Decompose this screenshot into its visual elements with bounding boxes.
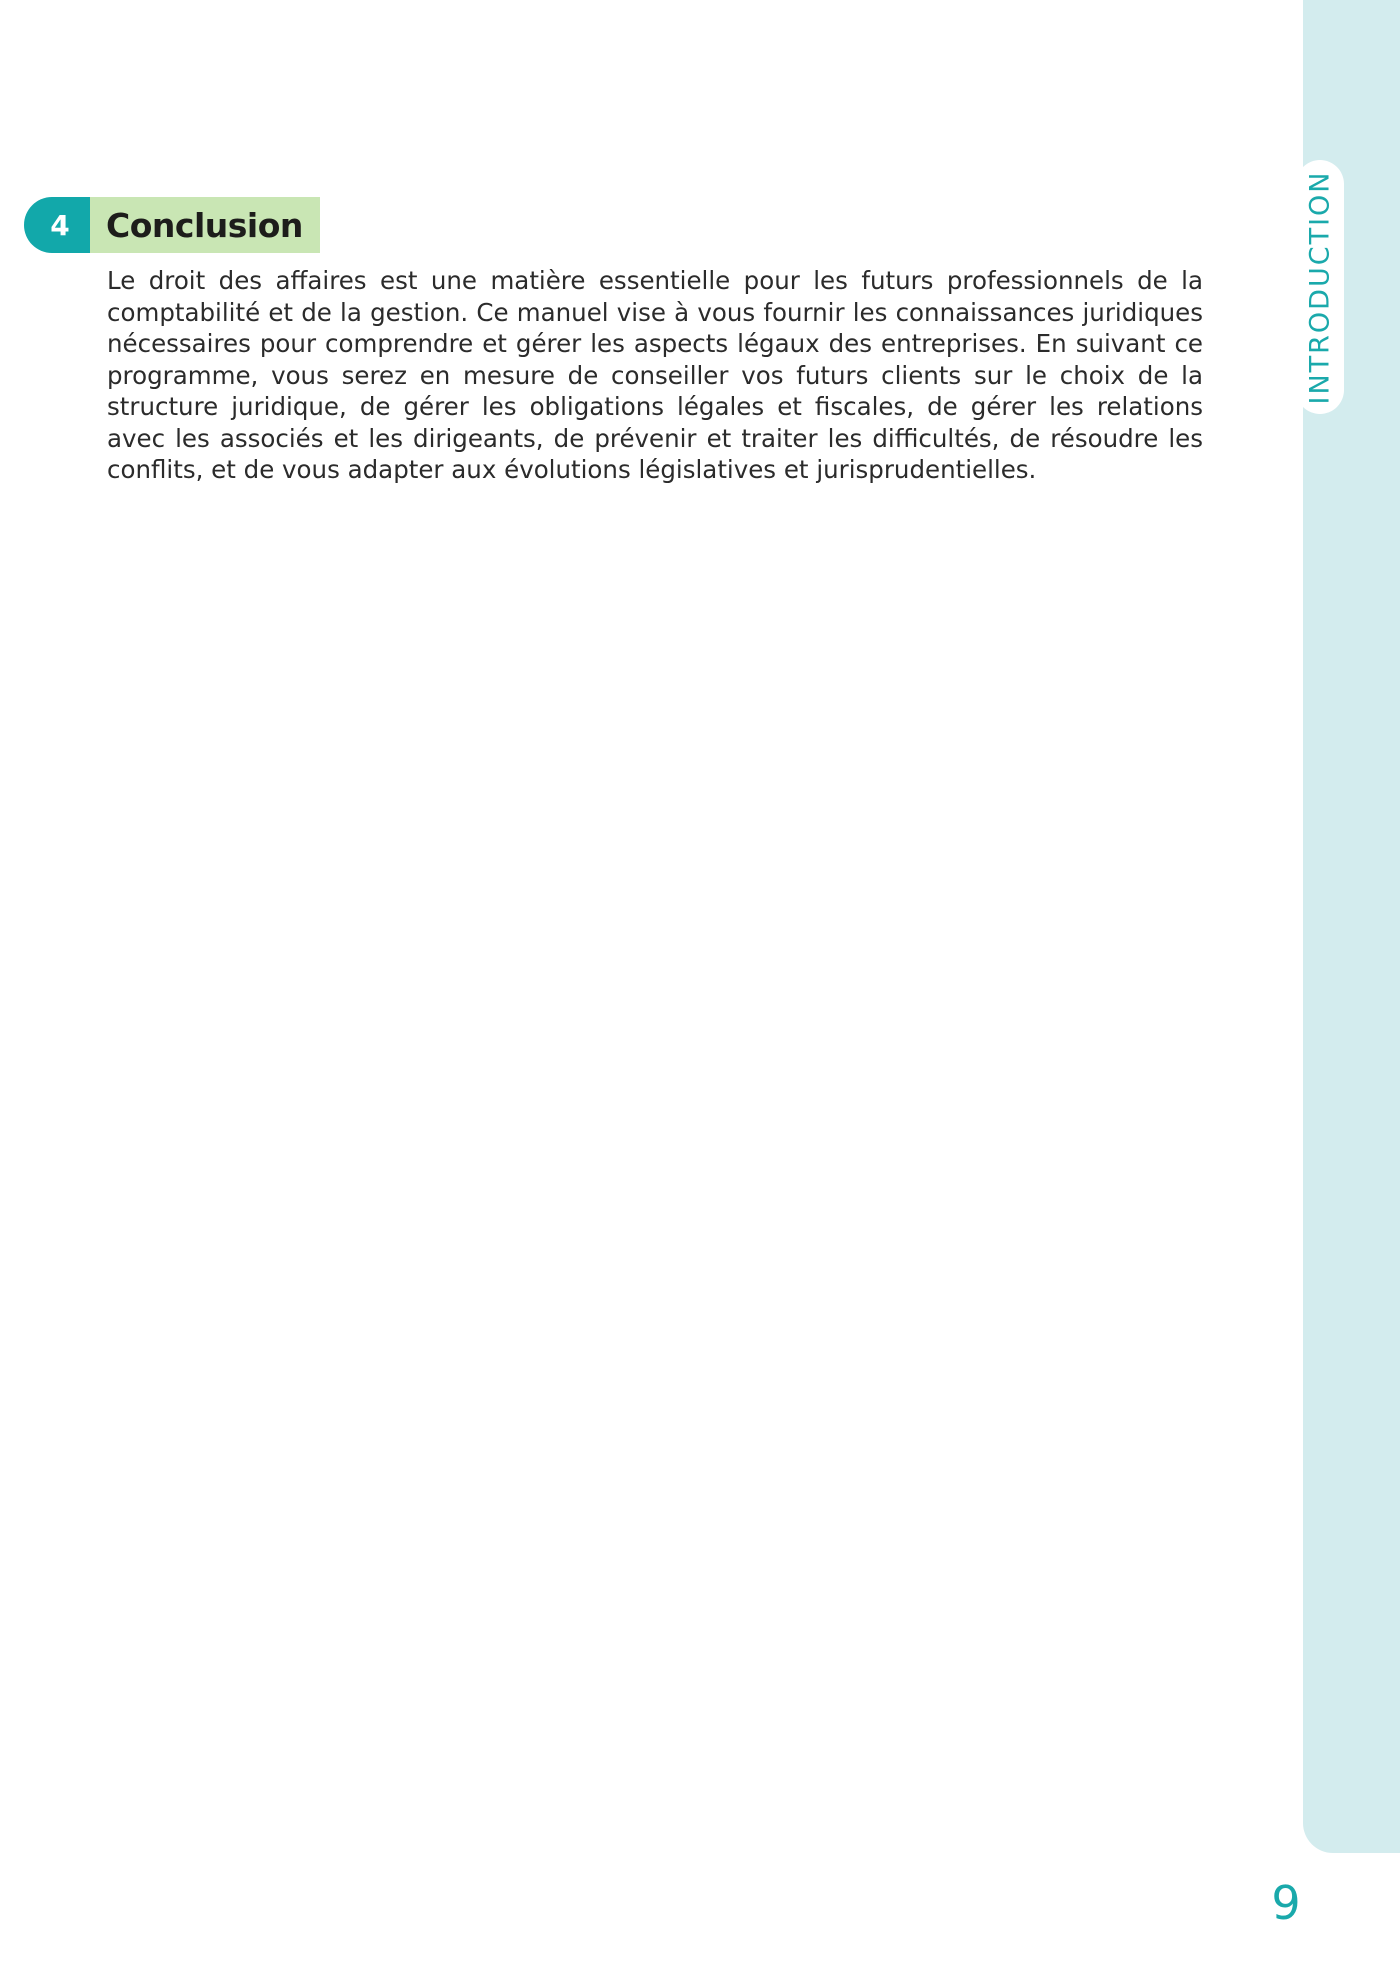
section-number-badge: 4 <box>24 197 90 253</box>
section-paragraph: Le droit des affaires est une matière essentielle pour les futurs professionnels de la comptabilité et de la gestion. Ce manuel vise à vous fournir les connaissances juridiques nécessaires pour comprendre et gérer les aspects légaux des entreprises. En suivant ce programme, vous serez en mesure de conseiller vos futurs clients sur le choix de la structure juridique, de gérer les obligations légales et fiscales, de gérer les relations avec les associés et les dirigeants, de prévenir et traiter les difficultés, de résoudre les conflits, et de vous adapter aux évolutions législatives et jurisprudentielles. <box>107 266 1203 484</box>
section-heading <box>24 197 320 253</box>
page-number: 9 <box>1271 1876 1301 1930</box>
side-tab-label-wrapper <box>1296 160 1344 414</box>
side-tab-label: INTRODUCTION <box>1304 170 1336 404</box>
section-title: Conclusion <box>90 197 320 253</box>
